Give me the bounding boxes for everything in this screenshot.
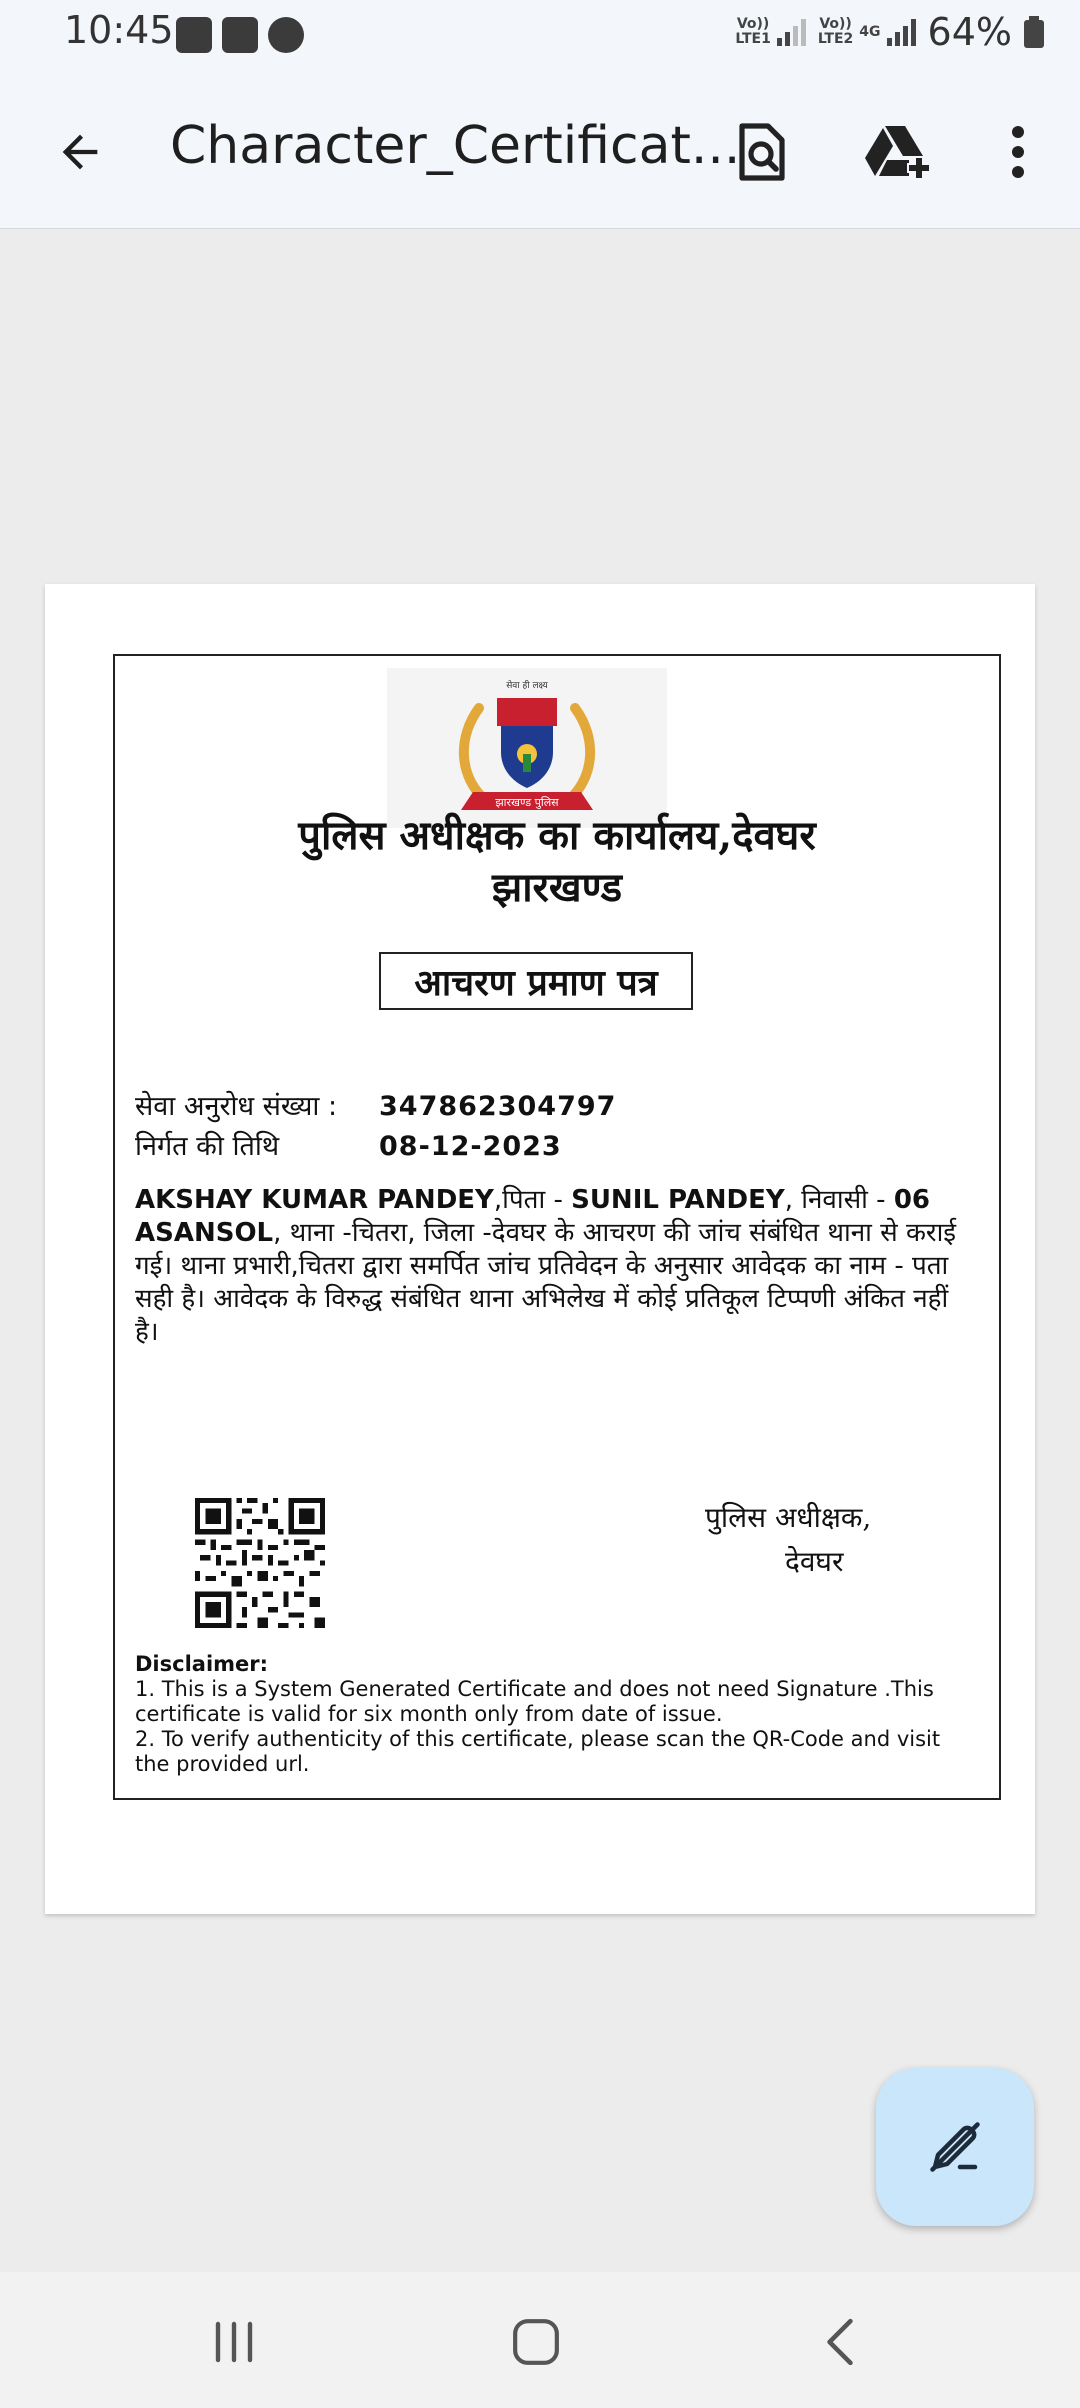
emblem-motto-text: सेवा ही लक्ष्य (506, 681, 548, 691)
emblem-ribbon-text: झारखण्ड पुलिस (495, 796, 559, 809)
request-number: 347862304797 (379, 1091, 617, 1122)
certificate-body-text: , थाना -चितरा, जिला -देवघर के आचरण की जांच संबंधित थाना से कराई गई। थाना प्रभारी,चितरा द्वारा समर्पित जांच प्रतिवेदन के अनुसार आवेदक का नाम - पता सही है। आवेदक के विरुद्ध संबंधित थाना अभिलेख में कोई प्रतिकूल टिप्पणी अंकित नहीं है। (135, 1218, 957, 1347)
certificate-heading: आचरण प्रमाण पत्र (379, 952, 693, 1010)
check-icon (222, 17, 258, 53)
certificate-body: AKSHAY KUMAR PANDEY,पिता - SUNIL PANDEY, निवासी - 06 ASANSOL, थाना -चितरा, जिला -देवघर के आचरण की जांच संबंधित थाना से कराई गई। थाना प्रभारी,चितरा द्वारा समर्पित जांच प्रतिवेदन के अनुसार आवेदक का नाम - पता सही है। आवेदक के विरुद्ध संबंधित थाना अभिलेख में कोई प्रतिकूल टिप्पणी अंकित नहीं है। (135, 1185, 957, 1347)
find-in-document-icon (736, 122, 788, 182)
disclaimer (135, 1652, 975, 1777)
sim1-signal: Vo)) LTE1 (735, 17, 805, 47)
more-vert-icon (1010, 126, 1026, 178)
office-title: पुलिस अधीक्षक का कार्यालय,देवघर (298, 812, 816, 859)
applicant-address: 06 ASANSOL (135, 1185, 931, 1248)
home-icon (511, 2317, 561, 2367)
certificate-border (113, 654, 1001, 1800)
battery-icon (1024, 16, 1044, 48)
recents-button[interactable] (194, 2302, 274, 2382)
sim2-signal: Vo)) LTE2 4G (818, 17, 916, 47)
files-icon (176, 17, 212, 53)
disclaimer-item-2: 2. To verify authenticity of this certificate, please scan the QR-Code and visit the provided url. (135, 1727, 941, 1776)
applicant-name: AKSHAY KUMAR PANDEY (135, 1185, 494, 1215)
network-type: 4G (859, 23, 881, 40)
signatory-title: पुलिस अधीक्षक, (705, 1501, 872, 1534)
notification-icons (176, 17, 304, 53)
back-button[interactable] (44, 116, 116, 188)
app-bar (0, 72, 1080, 229)
police-emblem (387, 668, 667, 828)
battery-percent: 64% (927, 10, 1012, 54)
request-number-row (135, 1086, 616, 1123)
status-right (735, 10, 1044, 54)
status-time: 10:45 (64, 8, 174, 52)
recents-icon (210, 2320, 258, 2364)
signal-bars-icon (777, 18, 806, 46)
pdf-page[interactable] (45, 584, 1035, 1914)
issue-date-row (135, 1126, 562, 1163)
issue-date: 08-12-2023 (379, 1131, 562, 1162)
document-title: Character_Certificat... (170, 116, 741, 176)
signal-bars-icon (887, 18, 916, 46)
add-to-drive-button[interactable] (858, 112, 938, 192)
disclaimer-item-1: 1. This is a System Generated Certificate and does not need Signature .This certificate is valid for six month only from date of issue. (135, 1677, 934, 1726)
disclaimer-title: Disclaimer: (135, 1652, 269, 1676)
more-options-button[interactable] (978, 112, 1058, 192)
add-to-drive-icon (865, 124, 931, 180)
home-button[interactable] (496, 2302, 576, 2382)
issue-date-label: निर्गत की तिथि (135, 1131, 280, 1162)
arrow-back-icon (54, 126, 106, 178)
back-icon (822, 2317, 858, 2367)
edit-fab-button[interactable] (876, 2068, 1034, 2226)
signatory-block (705, 1496, 871, 1584)
father-name: SUNIL PANDEY (571, 1185, 785, 1215)
office-state: झारखण्ड (491, 864, 623, 911)
find-in-document-button[interactable] (722, 112, 802, 192)
back-nav-button[interactable] (800, 2302, 880, 2382)
status-bar (0, 0, 1080, 72)
request-number-label: सेवा अनुरोध संख्या : (135, 1091, 338, 1122)
edit-pen-icon (925, 2117, 985, 2177)
signatory-place: देवघर (785, 1545, 844, 1578)
system-nav-bar (0, 2272, 1080, 2408)
qr-code (195, 1498, 325, 1628)
messenger-icon (268, 17, 304, 53)
